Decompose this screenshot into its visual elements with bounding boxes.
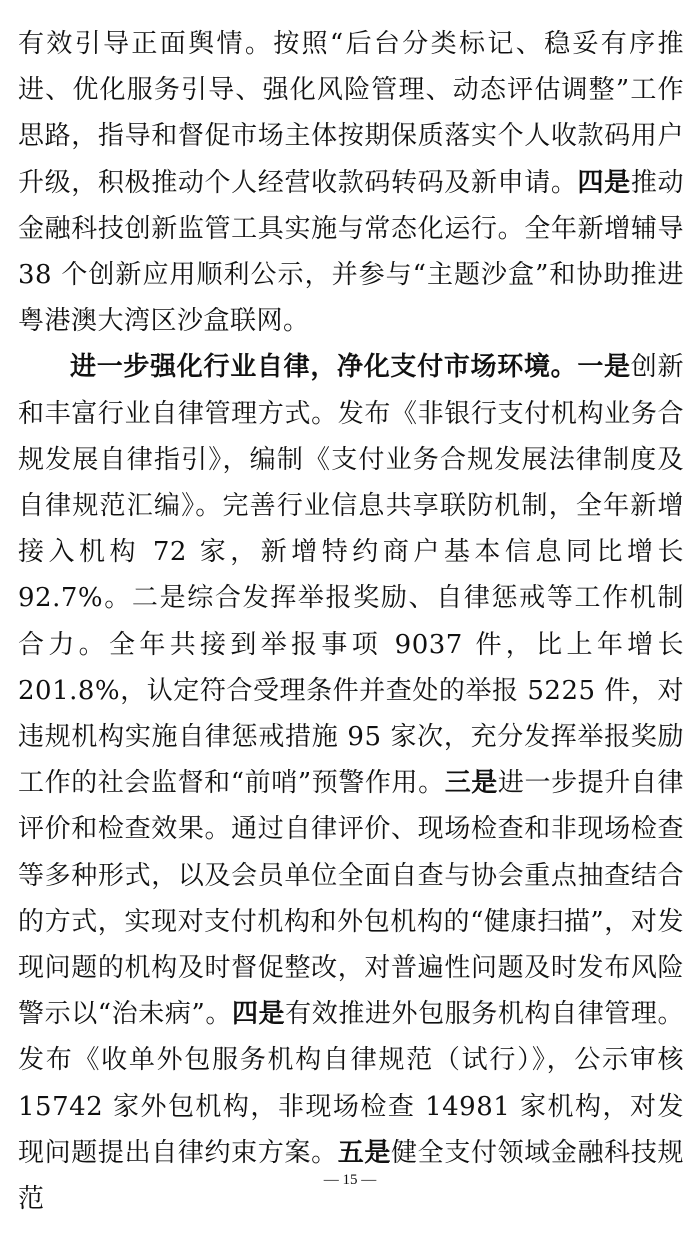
paragraph-2-text-3: 进一步提升自律评价和检查效果。通过自律评价、现场检查和非现场检查等多种形式，以及会员单位全面自查与协会重点抽查结合的方式，实现对支付机构和外包机构的“健康扫描”，对发现问题的机构及时督促整改，对普遍性问题及时发布风险警示以“治未病”。: [18, 768, 684, 1030]
paragraph-1-bold-marker-4: 四是: [577, 167, 631, 198]
paragraph-2: [18, 344, 684, 1222]
paragraph-2-text-5: 健全支付领域金融科技规范: [18, 1137, 684, 1215]
paragraph-1: [18, 0, 684, 344]
paragraph-2-marker-2: 二是: [131, 583, 188, 614]
paragraph-2-bold-marker-1: 一是: [577, 352, 631, 383]
paragraph-1-text-2: 推动金融科技创新监管工具实施与常态化运行。全年新增辅导 38 个创新应用顺利公示，并参与“主题沙盒”和协助推进粤港澳大湾区沙盒联网。: [18, 167, 684, 337]
document-page: [18, 0, 684, 1222]
paragraph-2-text-2: 综合发挥举报奖励、自律惩戒等工作机制合力。全年共接到举报事项 9037 件，比上年增长 201.8%，认定符合受理条件并查处的举报 5225 件，对违规机构实施自律惩戒措施 95 家次，充分发挥举报奖励工作的社会监督和“前哨”预警作用。: [18, 583, 684, 799]
paragraph-2-bold-marker-3: 三是: [444, 768, 498, 799]
paragraph-1-text-1: 有效引导正面舆情。按照“后台分类标记、稳妥有序推进、优化服务引导、强化风险管理、动态评估调整”工作思路，指导和督促市场主体按期保质落实个人收款码用户升级，积极推动个人经营收款码转码及新申请。: [18, 29, 684, 198]
paragraph-2-heading: 进一步强化行业自律，净化支付市场环境。: [70, 352, 578, 383]
paragraph-2-bold-marker-5: 五是: [337, 1137, 392, 1168]
paragraph-2-bold-marker-4: 四是: [231, 999, 286, 1030]
page-number: — 15 —: [323, 1172, 377, 1188]
paragraph-2-text-4: 有效推进外包服务机构自律管理。发布《收单外包服务机构自律规范（试行）》，公示审核 15742 家外包机构，非现场检查 14981 家机构，对发现问题提出自律约束方案。: [18, 999, 684, 1168]
paragraph-2-text-1: 创新和丰富行业自律管理方式。发布《非银行支付机构业务合规发展自律指引》，编制《支付业务合规发展法律制度及自律规范汇编》。完善行业信息共享联防机制，全年新增接入机构 72 家，新增特约商户基本信息同比增长 92.7%。: [18, 352, 684, 614]
